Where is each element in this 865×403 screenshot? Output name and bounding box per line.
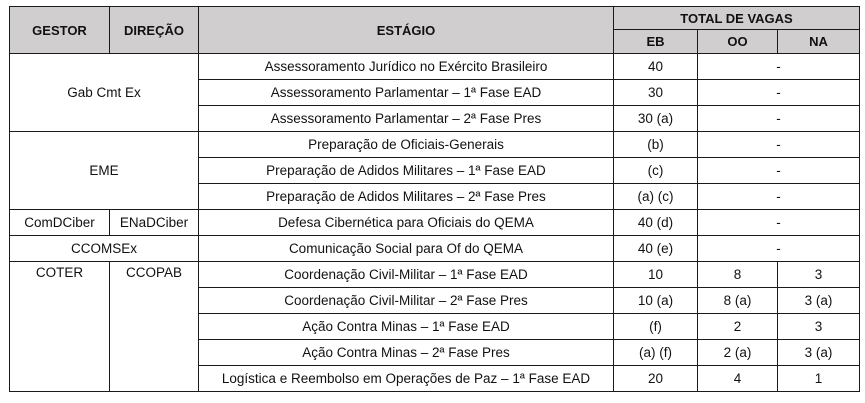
na-cell: 3 (a) xyxy=(778,340,860,366)
oo-cell: 2 xyxy=(698,314,778,340)
eb-cell: 30 xyxy=(614,80,698,106)
gestor-cell: EME xyxy=(10,132,199,210)
eb-cell: 10 (a) xyxy=(614,288,698,314)
estagio-cell: Defesa Cibernética para Oficiais do QEMA xyxy=(199,210,614,236)
header-total-vagas: TOTAL DE VAGAS xyxy=(614,7,860,30)
estagio-cell: Logística e Reembolso em Operações de Paz – 1ª Fase EAD xyxy=(199,366,614,392)
estagio-cell: Ação Contra Minas – 1ª Fase EAD xyxy=(199,314,614,340)
eb-cell: (c) xyxy=(614,158,698,184)
estagio-cell: Assessoramento Jurídico no Exército Brasileiro xyxy=(199,54,614,80)
header-oo: OO xyxy=(698,30,778,54)
na-cell: 3 xyxy=(778,314,860,340)
table-row xyxy=(10,54,860,80)
oo-cell: 8 xyxy=(698,262,778,288)
eb-cell: 40 xyxy=(614,54,698,80)
eb-cell: (b) xyxy=(614,132,698,158)
estagio-cell: Preparação de Adidos Militares – 2ª Fase Pres xyxy=(199,184,614,210)
oo-na-cell: - xyxy=(698,210,860,236)
header-na: NA xyxy=(778,30,860,54)
direcao-cell: ENaDCiber xyxy=(110,210,199,236)
na-cell: 3 (a) xyxy=(778,288,860,314)
table-row xyxy=(10,262,860,288)
estagio-cell: Preparação de Adidos Militares – 1ª Fase EAD xyxy=(199,158,614,184)
eb-cell: (a) (c) xyxy=(614,184,698,210)
oo-na-cell: - xyxy=(698,80,860,106)
eb-cell: 40 (d) xyxy=(614,210,698,236)
estagio-cell: Comunicação Social para Of do QEMA xyxy=(199,236,614,262)
eb-cell: 30 (a) xyxy=(614,106,698,132)
header-estagio: ESTÁGIO xyxy=(199,7,614,54)
oo-cell: 4 xyxy=(698,366,778,392)
gestor-cell: ComDCiber xyxy=(10,210,110,236)
estagio-cell: Preparação de Oficiais-Generais xyxy=(199,132,614,158)
gestor-cell: CCOMSEx xyxy=(10,236,199,262)
estagio-cell: Assessoramento Parlamentar – 1ª Fase EAD xyxy=(199,80,614,106)
eb-cell: 40 (e) xyxy=(614,236,698,262)
header-eb: EB xyxy=(614,30,698,54)
table-row xyxy=(10,236,860,262)
oo-na-cell: - xyxy=(698,184,860,210)
gestor-cell: COTER xyxy=(10,262,110,392)
oo-na-cell: - xyxy=(698,132,860,158)
oo-na-cell: - xyxy=(698,236,860,262)
na-cell: 3 xyxy=(778,262,860,288)
na-cell: 1 xyxy=(778,366,860,392)
table-row xyxy=(10,132,860,158)
estagio-cell: Coordenação Civil-Militar – 1ª Fase EAD xyxy=(199,262,614,288)
table-row xyxy=(10,210,860,236)
oo-na-cell: - xyxy=(698,106,860,132)
estagio-cell: Assessoramento Parlamentar – 2ª Fase Pres xyxy=(199,106,614,132)
oo-na-cell: - xyxy=(698,54,860,80)
oo-na-cell: - xyxy=(698,158,860,184)
eb-cell: (f) xyxy=(614,314,698,340)
oo-cell: 8 (a) xyxy=(698,288,778,314)
gestor-cell: Gab Cmt Ex xyxy=(10,54,199,132)
eb-cell: 10 xyxy=(614,262,698,288)
oo-cell: 2 (a) xyxy=(698,340,778,366)
estagio-cell: Coordenação Civil-Militar – 2ª Fase Pres xyxy=(199,288,614,314)
eb-cell: (a) (f) xyxy=(614,340,698,366)
header-row-1 xyxy=(10,7,860,30)
eb-cell: 20 xyxy=(614,366,698,392)
vagas-table xyxy=(9,6,860,392)
header-direcao: DIREÇÃO xyxy=(110,7,199,54)
direcao-cell: CCOPAB xyxy=(110,262,199,392)
header-gestor: GESTOR xyxy=(10,7,110,54)
estagio-cell: Ação Contra Minas – 2ª Fase Pres xyxy=(199,340,614,366)
